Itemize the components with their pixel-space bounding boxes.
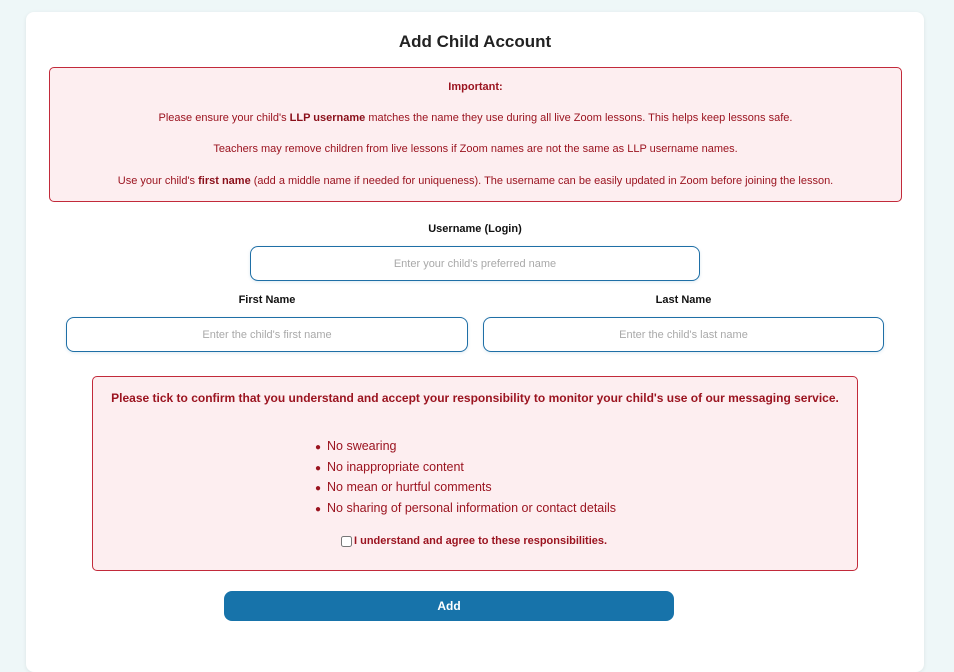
rule-text: No mean or hurtful comments: [327, 480, 492, 494]
add-button[interactable]: Add: [224, 591, 674, 621]
agree-checkbox[interactable]: [341, 536, 352, 547]
notice-line-1-pre: Please ensure your child's: [158, 112, 290, 124]
messaging-agreement: [92, 376, 858, 571]
first-name-label: First Name: [238, 294, 296, 306]
notice-line-3: [50, 175, 901, 187]
list-item: [315, 480, 616, 501]
agreement-heading: Please tick to confirm that you understand and accept your responsibility to monitor your child's use of our messaging service.: [111, 391, 839, 405]
notice-line-3-bold: first name: [198, 175, 251, 187]
last-name-input[interactable]: [483, 317, 884, 352]
rule-text: No inappropriate content: [327, 459, 464, 474]
rule-text: No swearing: [327, 439, 397, 453]
list-item: [315, 501, 616, 522]
first-name-input[interactable]: [66, 317, 468, 352]
page-title: Add Child Account: [398, 32, 552, 51]
notice-line-3-pre: Use your child's: [117, 175, 199, 187]
rule-text: No sharing of personal information or contact details: [327, 500, 617, 515]
bullet-dot-icon: ●: [315, 483, 322, 494]
agree-checkbox-row[interactable]: [341, 534, 607, 548]
add-child-card: [26, 12, 924, 672]
list-item: [315, 460, 616, 481]
notice-line-1-post: matches the name they use during all live Zoom lessons. This helps keep lessons safe.: [365, 112, 793, 124]
notice-heading: Important:: [448, 81, 503, 93]
list-item: [315, 439, 616, 460]
important-notice: [49, 67, 902, 202]
bullet-dot-icon: ●: [315, 462, 322, 474]
notice-line-3-post: (add a middle name if needed for uniqueness). The username can be easily updated in Zoom before joining the lesson.: [250, 175, 834, 187]
notice-line-2: Teachers may remove children from live lessons if Zoom names are not the same as LLP username names.: [213, 143, 738, 155]
agree-checkbox-label[interactable]: I understand and agree to these responsibilities.: [354, 535, 608, 547]
bullet-dot-icon: ●: [315, 503, 322, 515]
username-input[interactable]: [250, 246, 700, 281]
last-name-label: Last Name: [655, 294, 712, 306]
bullet-dot-icon: ●: [315, 442, 322, 453]
notice-line-1-bold: LLP username: [289, 112, 366, 124]
notice-line-1: [50, 112, 901, 124]
rules-list: [315, 439, 616, 521]
username-label: Username (Login): [428, 223, 522, 235]
